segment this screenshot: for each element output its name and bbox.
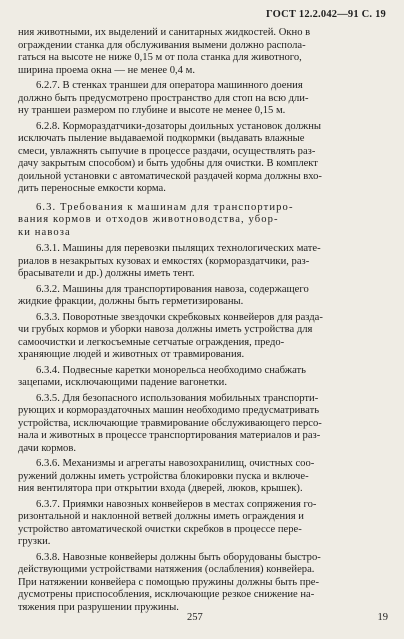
text-line: жидкие фракции, должны быть герметизированы. (18, 296, 244, 307)
text-line: должно быть предусмотрено пространство для стоп на всю дли- (18, 92, 309, 104)
text-line: тяжения при разрушении пружины. (18, 601, 179, 613)
text-line: брасыватели и др.) должны иметь тент. (18, 268, 195, 279)
text-line: ризонтальной и наклонной ветвей должны иметь ограждения и (18, 511, 304, 522)
page-number: 257 (187, 612, 203, 623)
text-line: 6.3.4. Подвесные каретки монорельса необходимо снабжать (36, 364, 306, 376)
text-line: доильной установки с автоматической раздачей корма должны вхо- (18, 170, 322, 182)
paragraph-6-2-7 (18, 80, 389, 118)
text-line: ну траншеи размером по глубине и высоте не менее 0,15 м. (18, 105, 286, 116)
paragraph-6-3-2 (18, 284, 389, 309)
section-heading-6-3 (18, 202, 389, 240)
text-line: 6.2.8. Кормораздатчики-дозаторы доильных установок должны (36, 120, 321, 132)
paragraph-6-3-3 (18, 312, 389, 362)
text-line: грузки. (18, 536, 51, 547)
text-line: дусмотрены приспособления, исключающие резкое снижение на- (18, 589, 315, 600)
paragraph-6-3-7 (18, 499, 389, 549)
heading-line: ки навоза (18, 226, 71, 238)
text-line: 6.3.1. Машины для перевозки пылящих технологических мате- (36, 243, 321, 254)
text-line: При натяжении конвейера с помощью пружины должны быть пре- (18, 576, 319, 588)
text-line: ширина проема окна — не менее 0,4 м. (18, 64, 195, 76)
text-line: рующих и кормораздаточных машин необходимо предусматривать (18, 405, 320, 416)
paragraph-continuation (18, 27, 389, 77)
text-line: самоочистки и легкосъемные сетчатые ограждения, предо- (18, 336, 285, 348)
paragraph-6-3-4 (18, 365, 389, 390)
text-line: нала и животных в процессе транспортирования материалов и раз- (18, 430, 321, 441)
text-line: устройства, исключающие травмирование обслуживающего персо- (18, 417, 322, 429)
text-line: дачи кормов. (18, 442, 77, 454)
text-line: 6.3.6. Механизмы и агрегаты навозохранилищ, очистных соо- (36, 458, 315, 469)
text-line: зацепами, исключающими падение вагонетки. (18, 377, 227, 388)
page-header: ГОСТ 12.2.042—91 С. 19 (265, 9, 386, 20)
text-line: ограждении станка для обслуживания вымени должно распола- (18, 39, 306, 51)
text-line: храняющие людей и животных от травмирования. (18, 349, 245, 360)
text-line: ния вентилятора при открытии входа (дверей, люков, крышек). (18, 483, 303, 494)
text-line: чи грубых кормов и уборки навоза должны иметь устройства для (18, 324, 313, 335)
text-line: дачу закрытым способом) и быть удобны для очистки. В комплект (18, 158, 318, 169)
text-line: 6.3.3. Поворотные звездочки скребковых конвейеров для разда- (36, 311, 323, 323)
text-line: ния животными, их выделений и санитарных жидкостей. Окно в (18, 27, 311, 38)
paragraph-6-2-8 (18, 121, 389, 196)
text-line: 6.3.5. Для безопасного использования мобильных транспорти- (36, 392, 319, 404)
text-line: 6.3.8. Навозные конвейеры должны быть оборудованы быстро- (36, 551, 321, 563)
text-line: 6.2.7. В стенках траншеи для оператора машинного доения (36, 80, 303, 91)
text-line: действующими устройствами натяжения (ослабления) конвейера. (18, 564, 315, 575)
text-line: исключать пыление выдаваемой подкормки (выдавать влажные (18, 133, 305, 144)
body-text (18, 27, 389, 617)
text-line: 6.3.7. Приямки навозных конвейеров в местах сопряжения го- (36, 498, 317, 510)
heading-line: 6.3. Требования к машинам для транспортиро- (36, 201, 294, 213)
text-line: дить переносные емкости корма. (18, 183, 166, 194)
text-line: гаться на высоте не ниже 0,15 м от пола станка для животного, (18, 52, 302, 63)
text-line: смеси, увлажнять сыпучие в процессе раздачи, осуществлять раз- (18, 145, 316, 157)
heading-line: вания кормов и отходов животноводства, убор- (18, 214, 279, 225)
text-line: риалов в незакрытых кузовах и емкостях (кормораздатчики, раз- (18, 255, 310, 267)
text-line: устройство автоматической очистки скребков в процессе пере- (18, 523, 302, 535)
text-line: ружений должны иметь устройства блокировки пуска и включе- (18, 470, 309, 482)
text-line: 6.3.2. Машины для транспортирования навоза, содержащего (36, 283, 309, 295)
paragraph-6-3-5 (18, 393, 389, 456)
paragraph-6-3-8 (18, 552, 389, 615)
sheet-number: 19 (377, 612, 388, 623)
paragraph-6-3-6 (18, 458, 389, 496)
paragraph-6-3-1 (18, 243, 389, 281)
